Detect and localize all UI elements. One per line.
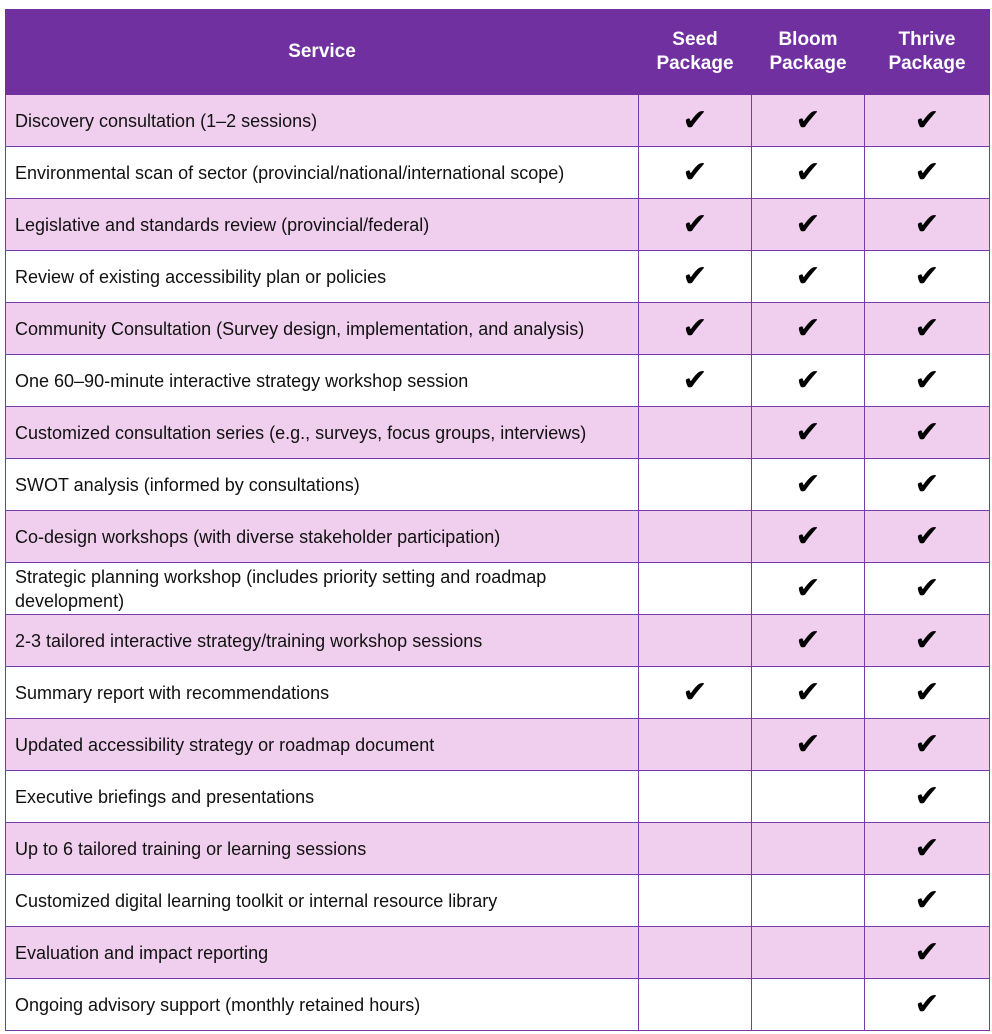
service-cell: 2-3 tailored interactive strategy/training workshop sessions: [6, 615, 639, 667]
service-cell: SWOT analysis (informed by consultations): [6, 459, 639, 511]
table-row: [6, 771, 990, 823]
check-icon: ✔: [795, 102, 821, 138]
table-body: [6, 95, 990, 1031]
bloom-package-cell: [752, 667, 865, 719]
table-row: [6, 303, 990, 355]
bloom-package-cell: [752, 459, 865, 511]
check-icon: ✔: [795, 206, 821, 242]
bloom-package-cell: [752, 95, 865, 147]
bloom-package-cell: [752, 355, 865, 407]
seed-package-cell: [639, 927, 752, 979]
table-row: [6, 719, 990, 771]
check-icon: ✔: [914, 154, 940, 190]
seed-package-cell: [639, 199, 752, 251]
check-icon: ✔: [795, 570, 821, 606]
table-row: [6, 563, 990, 615]
bloom-package-cell: [752, 771, 865, 823]
check-icon: ✔: [914, 310, 940, 346]
check-icon: ✔: [914, 206, 940, 242]
table-row: [6, 511, 990, 563]
seed-package-cell: [639, 771, 752, 823]
service-cell: Ongoing advisory support (monthly retained hours): [6, 979, 639, 1031]
service-cell: Customized digital learning toolkit or internal resource library: [6, 875, 639, 927]
service-cell: Updated accessibility strategy or roadmap document: [6, 719, 639, 771]
seed-package-cell: [639, 979, 752, 1031]
table-row: [6, 199, 990, 251]
bloom-package-cell: [752, 615, 865, 667]
check-icon: ✔: [682, 674, 708, 710]
bloom-package-cell: [752, 407, 865, 459]
seed-package-cell: [639, 95, 752, 147]
check-icon: ✔: [795, 466, 821, 502]
header-bloom-line1: Bloom: [778, 29, 838, 50]
check-icon: ✔: [682, 362, 708, 398]
thrive-package-cell: [865, 355, 990, 407]
check-icon: ✔: [795, 258, 821, 294]
header-bloom-line2: Package: [769, 53, 847, 74]
service-cell: Customized consultation series (e.g., surveys, focus groups, interviews): [6, 407, 639, 459]
seed-package-cell: [639, 615, 752, 667]
bloom-package-cell: [752, 251, 865, 303]
thrive-package-cell: [865, 407, 990, 459]
check-icon: ✔: [795, 362, 821, 398]
seed-package-cell: [639, 355, 752, 407]
thrive-package-cell: [865, 563, 990, 615]
thrive-package-cell: [865, 823, 990, 875]
bloom-package-cell: [752, 199, 865, 251]
check-icon: ✔: [682, 206, 708, 242]
check-icon: ✔: [795, 414, 821, 450]
table-row: [6, 979, 990, 1031]
table-row: [6, 615, 990, 667]
check-icon: ✔: [682, 102, 708, 138]
check-icon: ✔: [914, 778, 940, 814]
check-icon: ✔: [795, 154, 821, 190]
service-cell: Up to 6 tailored training or learning sessions: [6, 823, 639, 875]
table-row: [6, 407, 990, 459]
seed-package-cell: [639, 563, 752, 615]
table-row: [6, 95, 990, 147]
table-row: [6, 355, 990, 407]
header-thrive-line1: Thrive: [898, 29, 956, 50]
check-icon: ✔: [682, 310, 708, 346]
table-header: [6, 10, 990, 95]
check-icon: ✔: [914, 882, 940, 918]
bloom-package-cell: [752, 719, 865, 771]
thrive-package-cell: [865, 459, 990, 511]
check-icon: ✔: [795, 622, 821, 658]
seed-package-cell: [639, 719, 752, 771]
seed-package-cell: [639, 407, 752, 459]
table-row: [6, 823, 990, 875]
service-cell: Legislative and standards review (provincial/federal): [6, 199, 639, 251]
header-seed-line1: Seed: [672, 29, 718, 50]
bloom-package-cell: [752, 823, 865, 875]
bloom-package-cell: [752, 979, 865, 1031]
table-row: [6, 667, 990, 719]
check-icon: ✔: [914, 830, 940, 866]
check-icon: ✔: [914, 362, 940, 398]
bloom-package-cell: [752, 875, 865, 927]
seed-package-cell: [639, 875, 752, 927]
service-cell: Strategic planning workshop (includes priority setting and roadmap development): [6, 563, 639, 615]
check-icon: ✔: [914, 622, 940, 658]
check-icon: ✔: [914, 414, 940, 450]
bloom-package-cell: [752, 927, 865, 979]
header-thrive-line2: Package: [888, 53, 966, 74]
header-thrive-package: [865, 10, 990, 95]
thrive-package-cell: [865, 511, 990, 563]
check-icon: ✔: [914, 466, 940, 502]
thrive-package-cell: [865, 615, 990, 667]
service-cell: Community Consultation (Survey design, implementation, and analysis): [6, 303, 639, 355]
thrive-package-cell: [865, 875, 990, 927]
bloom-package-cell: [752, 563, 865, 615]
check-icon: ✔: [914, 258, 940, 294]
seed-package-cell: [639, 303, 752, 355]
thrive-package-cell: [865, 147, 990, 199]
bloom-package-cell: [752, 303, 865, 355]
check-icon: ✔: [682, 154, 708, 190]
check-icon: ✔: [914, 726, 940, 762]
bloom-package-cell: [752, 511, 865, 563]
check-icon: ✔: [795, 310, 821, 346]
check-icon: ✔: [914, 518, 940, 554]
header-seed-package: [639, 10, 752, 95]
bloom-package-cell: [752, 147, 865, 199]
check-icon: ✔: [914, 102, 940, 138]
check-icon: ✔: [795, 674, 821, 710]
seed-package-cell: [639, 511, 752, 563]
service-cell: Summary report with recommendations: [6, 667, 639, 719]
service-cell: Executive briefings and presentations: [6, 771, 639, 823]
service-cell: Co-design workshops (with diverse stakeholder participation): [6, 511, 639, 563]
table-row: [6, 927, 990, 979]
thrive-package-cell: [865, 927, 990, 979]
service-cell: One 60–90-minute interactive strategy workshop session: [6, 355, 639, 407]
header-seed-line2: Package: [656, 53, 734, 74]
table-row: [6, 147, 990, 199]
thrive-package-cell: [865, 199, 990, 251]
seed-package-cell: [639, 251, 752, 303]
thrive-package-cell: [865, 95, 990, 147]
check-icon: ✔: [914, 986, 940, 1022]
seed-package-cell: [639, 459, 752, 511]
check-icon: ✔: [914, 934, 940, 970]
table-row: [6, 459, 990, 511]
seed-package-cell: [639, 823, 752, 875]
header-bloom-package: [752, 10, 865, 95]
check-icon: ✔: [795, 726, 821, 762]
thrive-package-cell: [865, 667, 990, 719]
header-service: Service: [6, 10, 639, 95]
thrive-package-cell: [865, 979, 990, 1031]
thrive-package-cell: [865, 719, 990, 771]
check-icon: ✔: [795, 518, 821, 554]
header-row: [6, 10, 990, 95]
seed-package-cell: [639, 667, 752, 719]
service-cell: Discovery consultation (1–2 sessions): [6, 95, 639, 147]
thrive-package-cell: [865, 251, 990, 303]
table-row: [6, 875, 990, 927]
seed-package-cell: [639, 147, 752, 199]
service-cell: Review of existing accessibility plan or policies: [6, 251, 639, 303]
thrive-package-cell: [865, 303, 990, 355]
check-icon: ✔: [914, 570, 940, 606]
thrive-package-cell: [865, 771, 990, 823]
check-icon: ✔: [914, 674, 940, 710]
service-cell: Evaluation and impact reporting: [6, 927, 639, 979]
table-row: [6, 251, 990, 303]
check-icon: ✔: [682, 258, 708, 294]
service-cell: Environmental scan of sector (provincial/national/international scope): [6, 147, 639, 199]
service-packages-table: [5, 9, 990, 1031]
